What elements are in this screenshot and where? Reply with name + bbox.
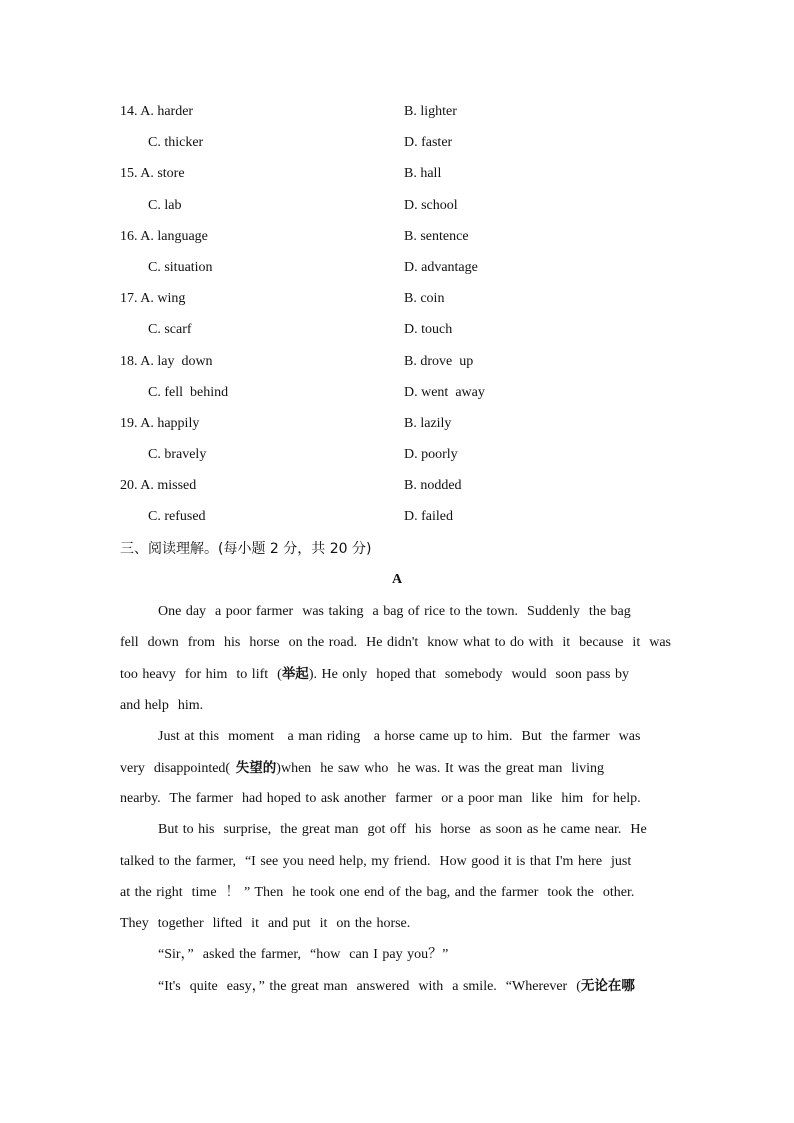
- option-row: [120, 318, 680, 349]
- option-c: C. refused: [148, 509, 206, 525]
- option-d: D. poorly: [404, 447, 458, 463]
- line-text: But to his surprise, the great man got off his horse as soon as he came near. He: [158, 822, 647, 838]
- option-row: [120, 131, 680, 162]
- passage-line: [120, 881, 676, 912]
- passage-line: [120, 756, 676, 787]
- passage-line: [120, 974, 676, 1005]
- option-c: C. lab: [148, 197, 182, 213]
- line-text: and help him.: [120, 697, 204, 713]
- answer-options: [120, 100, 680, 537]
- chinese-gloss: 失望的: [230, 759, 277, 776]
- line-text: nearby. The farmer had hoped to ask another farmer or a poor man like him for help.: [120, 791, 641, 807]
- option-b: B. lighter: [404, 104, 457, 119]
- option-row: [120, 256, 680, 287]
- option-c: C. bravely: [148, 447, 207, 463]
- chinese-gloss: 举起: [281, 666, 309, 683]
- option-row: [120, 443, 680, 474]
- option-c: C. thicker: [148, 135, 204, 151]
- option-row: [120, 505, 680, 536]
- option-d: D. advantage: [404, 259, 478, 275]
- line-text: “Sir，” asked the farmer, “how can I pay you？”: [158, 947, 449, 963]
- line-text: One day a poor farmer was taking a bag of rice to the town. Suddenly the bag: [158, 604, 631, 619]
- line-text: )when he saw who he was. It was the great man living: [276, 760, 605, 776]
- option-a: 19. A. happily: [120, 415, 200, 431]
- passage-line: [120, 694, 676, 725]
- option-b: B. drove up: [404, 353, 474, 369]
- option-a: 20. A. missed: [120, 478, 197, 494]
- option-b: B. nodded: [404, 478, 462, 494]
- option-a: 17. A. wing: [120, 291, 186, 307]
- passage-line: [120, 725, 676, 756]
- option-a: 15. A. store: [120, 166, 185, 182]
- line-text: too heavy for him to lift (: [120, 667, 282, 683]
- passage-line: [120, 787, 676, 818]
- option-d: D. school: [404, 197, 458, 213]
- option-d: D. went away: [404, 384, 485, 400]
- passage-line: [120, 631, 676, 662]
- option-row: [120, 162, 680, 193]
- line-text: very disappointed(: [120, 760, 231, 776]
- option-b: B. sentence: [404, 228, 469, 244]
- line-text: “It's quite easy，” the great man answered with a smile. “Wherever (: [158, 979, 581, 995]
- option-row: [120, 381, 680, 412]
- option-b: B. hall: [404, 166, 442, 182]
- option-row: [120, 194, 680, 225]
- option-b: B. coin: [404, 291, 445, 307]
- line-text: fell down from his horse on the road. He didn't know what to do with it because it was: [120, 635, 671, 651]
- passage-line: [120, 818, 676, 849]
- option-row: [120, 474, 680, 505]
- line-text: Just at this moment a man riding a horse came up to him. But the farmer was: [158, 728, 641, 744]
- option-c: C. fell behind: [148, 384, 229, 400]
- option-c: C. situation: [148, 259, 213, 275]
- passage-line: [120, 662, 676, 693]
- section-heading-prefix: 三、阅读理解。: [120, 541, 218, 557]
- option-row: [120, 225, 680, 256]
- option-row: [120, 100, 680, 131]
- chinese-gloss: 无论在哪: [580, 978, 635, 995]
- passage-line: [120, 850, 676, 881]
- passage-line: [120, 943, 676, 974]
- reading-passage: [120, 600, 676, 1005]
- line-text: ). He only hoped that somebody would soon pass by: [308, 667, 630, 683]
- line-text: at the right time ！ ” Then he took one end of the bag, and the farmer took the other.: [120, 884, 635, 900]
- option-d: D. faster: [404, 135, 453, 151]
- section-heading: [120, 537, 371, 562]
- option-row: [120, 412, 680, 443]
- option-d: D. failed: [404, 509, 453, 525]
- passage-line: [120, 600, 676, 631]
- passage-line: [120, 912, 676, 943]
- option-row: [120, 287, 680, 318]
- option-row: [120, 350, 680, 381]
- option-c: C. scarf: [148, 322, 192, 338]
- passage-title: A: [391, 572, 403, 587]
- option-d: D. touch: [404, 322, 453, 338]
- line-text: talked to the farmer, “I see you need help, my friend. How good it is that I'm here just: [120, 853, 632, 869]
- option-b: B. lazily: [404, 415, 452, 431]
- option-a: 14. A. harder: [120, 104, 194, 119]
- option-a: 16. A. language: [120, 228, 208, 244]
- section-heading-note: (每小题 2 分，共 20 分): [218, 541, 372, 557]
- line-text: They together lifted it and put it on the horse.: [120, 915, 411, 931]
- option-a: 18. A. lay down: [120, 353, 213, 369]
